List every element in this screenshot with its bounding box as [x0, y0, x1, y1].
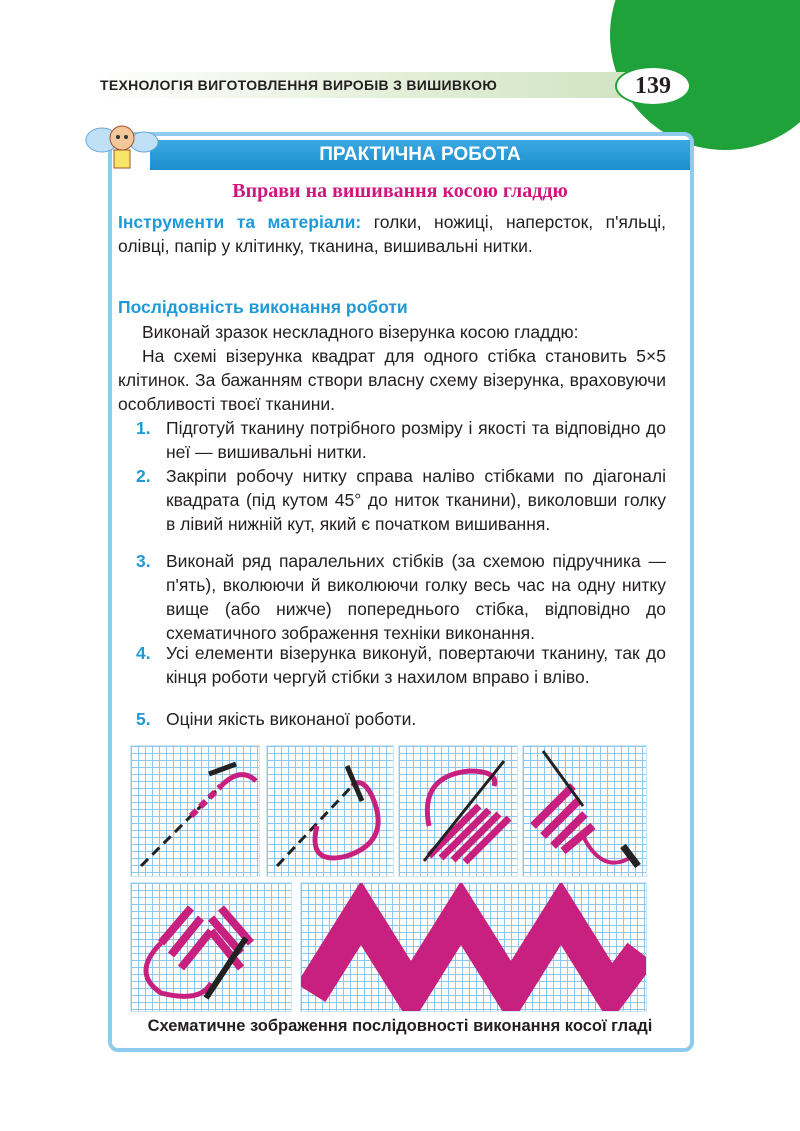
step-text: Закріпи робочу нитку справа наліво стібками по діагоналі квадрата (під кутом 45° до ниток тканини), виколовши голку в лівий нижній кут, який є початком вишивання.: [166, 466, 666, 534]
bee-mascot-icon: [82, 110, 162, 180]
step-5: [136, 707, 666, 731]
step-number: 5.: [136, 709, 151, 729]
step-number: 2.: [136, 466, 151, 486]
stitch-step-illustration-5: [130, 882, 292, 1012]
stitch-step-illustration-1: [130, 745, 260, 877]
step-text: Оціни якість виконаної роботи.: [166, 709, 417, 729]
step-text: Підготуй тканину потрібного розміру і якості та відповідно до неї — вишивальні нитки.: [166, 418, 666, 462]
stitch-step-illustration-3: [398, 745, 518, 877]
stitch-step-illustration-4: [522, 745, 647, 877]
step-number: 3.: [136, 551, 151, 571]
step-text: Виконай ряд паралельних стібків (за схемою підручника — п'ять), вколюючи й виколюючи голку весь час на одну нитку вище (або нижче) попереднього стібка, відповідно до схематичного зображення техніки виконання.: [166, 551, 666, 643]
intro-paragraph: На схемі візерунка квадрат для одного стібка становить 5×5 клітинок. За бажанням створи власну схему візерунка, враховуючи особливості твоєї тканини.: [118, 346, 666, 414]
page-number: 139: [615, 66, 691, 106]
step-number: 1.: [136, 418, 151, 438]
stitch-zigzag-result-illustration: [300, 882, 647, 1012]
step-1: [136, 416, 666, 464]
intro-line: Виконай зразок нескладного візерунка косою гладдю:: [142, 322, 579, 342]
sequence-heading: Послідовність виконання роботи: [118, 297, 408, 317]
step-text: Усі елементи візерунка виконуй, повертаючи тканину, так до кінця роботи чергуй стібки з нахилом вправо і вліво.: [166, 643, 666, 687]
step-3: [136, 549, 666, 645]
practical-work-banner: ПРАКТИЧНА РОБОТА: [150, 140, 690, 170]
work-subtitle: Вправи на вишивання косою гладдю: [232, 180, 568, 202]
stitch-step-illustration-2: [266, 745, 394, 877]
materials-paragraph: [118, 210, 666, 258]
step-number: 4.: [136, 643, 151, 663]
step-2: [136, 464, 666, 536]
materials-label: Інструменти та матеріали:: [118, 212, 362, 232]
materials-text: голки, ножиці, наперсток, п'яльці, олівці, папір у клітинку, тканина, вишивальні нитки.: [118, 212, 667, 256]
chapter-title: ТЕХНОЛОГІЯ ВИГОТОВЛЕННЯ ВИРОБІВ З ВИШИВКОЮ: [100, 77, 498, 93]
figure-caption: Схематичне зображення послідовності виконання косої гладі: [147, 1017, 653, 1035]
step-4: [136, 641, 666, 689]
